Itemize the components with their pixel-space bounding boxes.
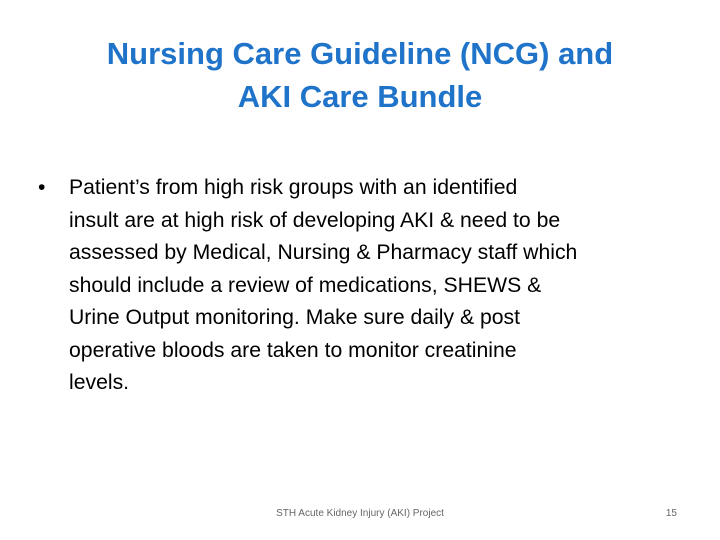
- bullet-line-6: operative bloods are taken to monitor creatinine: [69, 338, 517, 362]
- bullet-item: [38, 172, 688, 400]
- bullet-line-1: Patient’s from high risk groups with an identified: [69, 176, 518, 199]
- bullet-marker: •: [38, 176, 46, 199]
- title-line-1: Nursing Care Guideline (NCG) and: [106, 36, 614, 71]
- footer-text: STH Acute Kidney Injury (AKI) Project: [276, 508, 444, 519]
- slide-footer: [0, 508, 720, 526]
- bullet-line-3: assessed by Medical, Nursing & Pharmacy staff which: [69, 241, 578, 264]
- title-line-2: AKI Care Bundle: [237, 79, 483, 114]
- slide-title: [40, 32, 680, 118]
- bullet-line-5: Urine Output monitoring. Make sure daily & post: [69, 306, 521, 329]
- slide-number: 15: [665, 508, 677, 519]
- bullet-list: [38, 172, 688, 400]
- bullet-line-2: insult are at high risk of developing AKI & need to be: [69, 208, 561, 232]
- bullet-line-7: levels.: [69, 371, 130, 394]
- bullet-line-4: should include a review of medications, SHEWS &: [69, 273, 542, 297]
